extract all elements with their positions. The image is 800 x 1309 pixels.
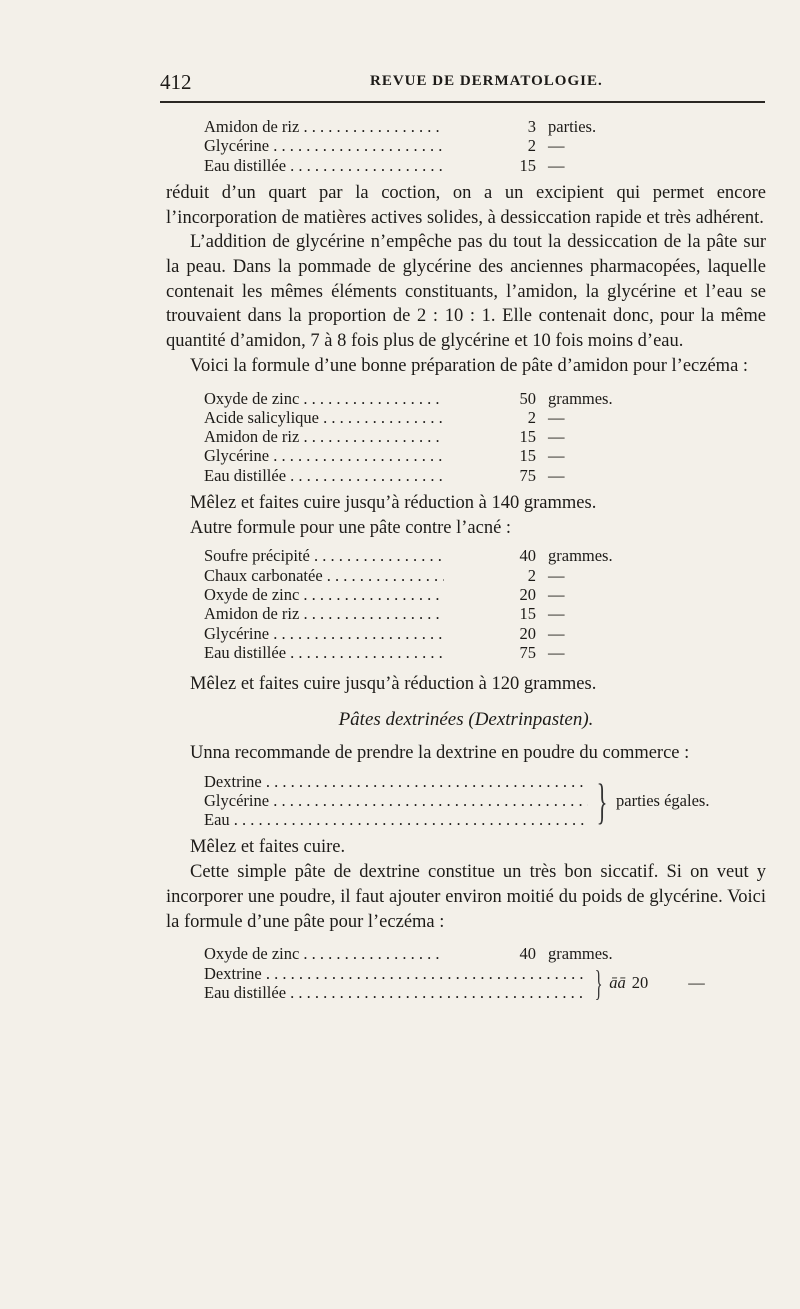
ingredient-quantity: 2 [527, 136, 536, 156]
page-header [160, 70, 765, 96]
formula-row [204, 624, 766, 643]
formula-row [204, 566, 766, 585]
ingredient-quantity: 15 [519, 446, 536, 466]
ingredient-name: Glycérine . . . [204, 624, 444, 643]
ingredient-unit: — [548, 623, 565, 643]
ingredient-name: Amidon de riz . . . [204, 604, 444, 623]
ingredient-name: Soufre précipité . . . [204, 546, 444, 565]
paragraph: Mêlez et faites cuire jusqu’à réduction à 120 grammes. [190, 674, 597, 695]
ingredient-unit: — [548, 155, 565, 175]
right-brace: } [594, 962, 603, 1003]
formula-dextrin-paste [166, 772, 766, 830]
ingredient-name: Dextrine . . . [204, 772, 588, 791]
ingredient-unit: grammes. [548, 944, 613, 964]
formula-acne-paste [166, 546, 766, 662]
ingredient-name: Dextrine . . . [204, 964, 588, 983]
ingredient-unit: — [548, 427, 565, 447]
formula-row [204, 466, 766, 485]
paragraph: Mêlez et faites cuire jusqu’à réduction à 140 grammes. [190, 493, 597, 513]
ingredient-unit: parties. [548, 117, 597, 136]
ingredient-unit: — [688, 973, 705, 993]
ingredient-name: Eau distillée . . . [204, 466, 444, 485]
paragraph: Cette simple pâte de dextrine constitue un très bon siccatif. Si on veut y incorporer une poudre, il faut ajouter environ moitié du poids de glycérine. Voici la formule d’une pâte pour l’eczéma : [166, 862, 766, 932]
ingredient-name: Acide salicylique . . . [204, 408, 444, 427]
ingredient-name: Eau . . . [204, 810, 588, 829]
ingredient-quantity: 20 [519, 585, 536, 604]
ingredient-name: Oxyde de zinc . . . [204, 389, 444, 408]
ingredient-name: Eau distillée . . . [204, 983, 588, 1002]
ingredient-name: Amidon de riz . . . [204, 427, 444, 446]
paragraph: Unna recommande de prendre la dextrine en poudre du commerce : [190, 742, 690, 763]
ingredient-quantity: 40 [519, 944, 536, 964]
ingredient-quantity: 50 [519, 388, 536, 408]
formula-row [204, 408, 766, 427]
formula-row [204, 136, 766, 155]
formula-row [204, 156, 766, 175]
ingredient-quantity: 75 [519, 465, 536, 485]
formula-row [204, 585, 766, 604]
running-title: REVUE DE DERMATOLOGIE. [370, 73, 603, 89]
braced-ingredients [204, 964, 766, 1003]
header-rule [160, 101, 765, 103]
ingredient-quantity: 75 [519, 642, 536, 662]
ingredient-quantity: 2 [527, 407, 536, 427]
ingredient-unit: — [548, 642, 565, 662]
formula-row [204, 389, 766, 408]
ingredient-list [204, 772, 588, 830]
paragraph: réduit d’un quart par la coction, on a un excipient qui permet encore l’incorporation de matières actives solides, à dessiccation rapide et très adhérent. [166, 182, 766, 228]
ingredient-unit: grammes. [548, 388, 613, 408]
ingredient-quantity: 3 [527, 117, 536, 136]
ingredient-quantity: 20 [519, 623, 536, 643]
formula-zinc-dextrin-paste [166, 944, 766, 1002]
ingredient-name: Glycérine . . . [204, 446, 444, 465]
ingredient-unit: — [548, 407, 565, 427]
formula-row [204, 944, 766, 963]
equal-parts-label: parties égales. [616, 790, 710, 810]
ingredient-unit: — [548, 565, 565, 585]
ingredient-name: Oxyde de zinc . . . [204, 585, 444, 604]
ingredient-name: Eau distillée . . . [204, 156, 444, 175]
formula-row [204, 604, 766, 623]
formula-starch-paste [166, 117, 766, 175]
right-brace: } [596, 772, 608, 829]
ingredient-quantity: 15 [519, 155, 536, 175]
formula-eczema-paste [166, 389, 766, 485]
formula-row [204, 117, 766, 136]
ingredient-unit: — [548, 585, 565, 604]
page-number: 412 [160, 70, 192, 94]
formula-row [204, 446, 766, 465]
ingredient-list [204, 964, 588, 1003]
formula-row [204, 546, 766, 565]
paragraph: Mêlez et faites cuire. [190, 837, 346, 858]
paragraph: L’addition de glycérine n’empêche pas du tout la dessiccation de la pâte sur la peau. Dans la pommade de glycérine des anciennes pharmacopées, laquelle contenait les mêmes éléments constituants, l’amidon, la glycérine et l’eau se trouvaient dans la proportion de 2 : 10 : 1. Elle contenait donc, pour la même quantité d’amidon, 7 à 8 fois plus de glycérine et 10 fois moins d’eau. [166, 232, 766, 352]
paragraph: Autre formule pour une pâte contre l’acné : [190, 517, 512, 538]
ingredient-unit: grammes. [548, 546, 613, 566]
page-body [166, 117, 766, 1002]
ingredient-unit: — [548, 465, 565, 485]
ingredient-unit: — [548, 604, 565, 624]
ingredient-unit: — [548, 136, 565, 156]
ana-label: āā [609, 973, 626, 993]
ingredient-quantity: 20 [631, 973, 649, 993]
ingredient-name: Glycérine . . . [204, 136, 444, 155]
section-heading: Pâtes dextrinées (Dextrinpasten). [338, 708, 594, 730]
ingredient-name: Amidon de riz . . . [204, 117, 444, 136]
ingredient-name: Chaux carbonatée . . . [204, 566, 444, 585]
ingredient-unit: — [548, 446, 565, 466]
ingredient-name: Oxyde de zinc . . . [204, 944, 444, 963]
ingredient-name: Glycérine . . . [204, 791, 588, 810]
ingredient-quantity: 15 [519, 427, 536, 447]
ingredient-quantity: 15 [519, 604, 536, 624]
ingredient-quantity: 40 [519, 546, 536, 566]
formula-row [204, 427, 766, 446]
formula-row [204, 643, 766, 662]
ingredient-name: Eau distillée . . . [204, 643, 444, 662]
paragraph: Voici la formule d’une bonne préparation de pâte d’amidon pour l’eczéma : [190, 355, 749, 376]
ingredient-quantity: 2 [527, 565, 536, 585]
